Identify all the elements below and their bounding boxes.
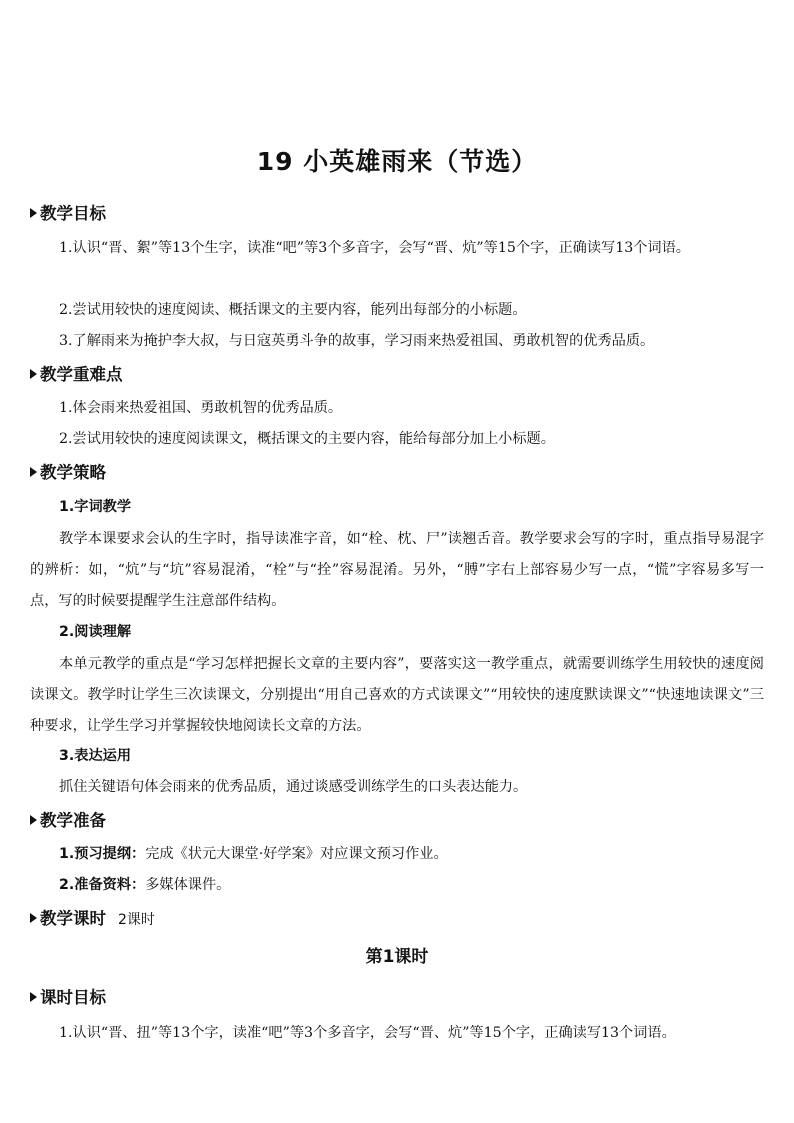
strategy-paragraph-1: 教学本课要求会认的生字时，指导读准字音，如“栓、枕、尸”读翘舌音。教学要求会写的字时，重点指导易混字的辨析：如，“炕”与“坑”容易混淆，“栓”与“拴”容易混淆。另外，“膊”字右上部容易少写一点，“慌”字容易多写一点，写的时候要提醒学生注意部件结构。 <box>30 531 764 609</box>
heading-text: 课时目标 <box>40 988 106 1007</box>
goal-item-2: 2.尝试用较快的速度阅读、概括课文的主要内容，能列出每部分的小标题。 <box>59 302 527 318</box>
prep-item-label: 2.准备资料： <box>59 877 146 893</box>
page-title: 19 小英雄雨来（节选） <box>256 147 538 176</box>
triangle-bullet-icon <box>30 992 37 1002</box>
key-point-item-1: 1.体会雨来热爱祖国、勇敢机智的优秀品质。 <box>59 400 343 416</box>
triangle-bullet-icon <box>30 369 37 379</box>
heading-text: 教学重难点 <box>40 365 123 384</box>
strategy-sub-heading-3: 3.表达运用 <box>59 748 132 764</box>
strategy-paragraph-2: 本单元教学的重点是“学习怎样把握长文章的主要内容”，要落实这一教学重点，就需要训练学生用较快的速度阅读课文。教学时让学生三次读课文，分别提出“用自己喜欢的方式读课文”“用较快的速度默读课文”“快速地读课文”三种要求，让学生学习并掌握较快地阅读长文章的方法。 <box>30 656 764 734</box>
heading-text: 教学策略 <box>40 463 106 482</box>
heading-text: 教学课时 <box>40 909 106 928</box>
section-heading-goals <box>30 202 106 226</box>
prep-item-text: 完成《状元大课堂·好学案》对应课文预习作业。 <box>145 846 448 862</box>
section-heading-key-points <box>30 363 123 387</box>
strategy-sub-heading-1: 1.字词教学 <box>59 499 132 515</box>
prep-item-1 <box>59 842 448 866</box>
prep-item-2 <box>59 873 230 897</box>
section-heading-strategy <box>30 461 106 485</box>
triangle-bullet-icon <box>30 467 37 477</box>
strategy-sub-heading-2: 2.阅读理解 <box>59 624 132 640</box>
section-heading-lesson-goals <box>30 986 106 1010</box>
lesson-goal-item-1: 1.认识“晋、扭”等13个字，读准“吧”等3个多音字，会写“晋、炕”等15个字，正确读写13个词语。 <box>59 1025 676 1041</box>
section-heading-prep <box>30 809 106 833</box>
triangle-bullet-icon <box>30 913 37 923</box>
strategy-paragraph-3: 抓住关键语句体会雨来的优秀品质，通过谈感受训练学生的口头表达能力。 <box>59 779 528 795</box>
prep-item-text: 多媒体课件。 <box>145 877 231 893</box>
section-heading-hours <box>30 907 155 932</box>
goal-item-3: 3.了解雨来为掩护李大叔，与日寇英勇斗争的故事，学习雨来热爱祖国、勇敢机智的优秀品质。 <box>59 333 655 349</box>
lesson-title: 第1课时 <box>365 947 429 967</box>
heading-text: 教学准备 <box>40 811 106 830</box>
triangle-bullet-icon <box>30 815 37 825</box>
goal-item-1: 1.认识“晋、絮”等13个生字，读准“吧”等3个多音字，会写“晋、炕”等15个字，正确读写13个词语。 <box>59 240 690 256</box>
prep-item-label: 1.预习提纲： <box>59 846 146 862</box>
triangle-bullet-icon <box>30 208 37 218</box>
hours-value: 2课时 <box>118 912 155 928</box>
key-point-item-2: 2.尝试用较快的速度阅读课文，概括课文的主要内容，能给每部分加上小标题。 <box>59 431 555 447</box>
heading-text: 教学目标 <box>40 204 106 223</box>
